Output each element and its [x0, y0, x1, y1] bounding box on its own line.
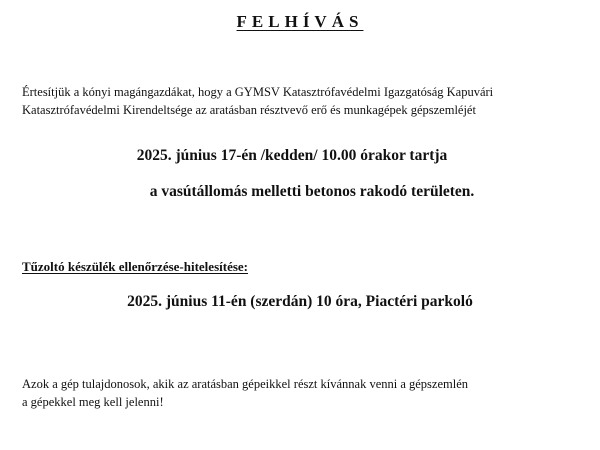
extinguisher-check-details: 2025. június 11-én (szerdán) 10 óra, Piactéri parkoló — [127, 293, 473, 310]
extinguisher-check-heading: Tűzoltó készülék ellenőrzése-hitelesítése: — [22, 259, 248, 274]
closing-line: a gépekkel meg kell jelenni! — [22, 395, 164, 409]
closing-paragraph — [22, 375, 588, 411]
closing-line: Azok a gép tulajdonosok, akik az aratásban gépeikkel részt kívánnak venni a gépszemlén — [22, 377, 469, 391]
intro-paragraph — [22, 83, 588, 119]
intro-line: Értesítjük a kónyi magángazdákat, hogy a GYMSV Katasztrófavédelmi Igazgatóság Kapuvári — [22, 85, 494, 99]
inspection-location-line: a vasútállomás melletti betonos rakodó területen. — [149, 183, 475, 200]
inspection-date-line: 2025. június 17-én /kedden/ 10.00 órakor tartja — [136, 147, 448, 164]
document-title: FELHÍVÁS — [236, 12, 364, 31]
intro-line: Katasztrófavédelmi Kirendeltsége az aratásban résztvevő erő és munkagépek gépszemléjét — [22, 103, 476, 117]
